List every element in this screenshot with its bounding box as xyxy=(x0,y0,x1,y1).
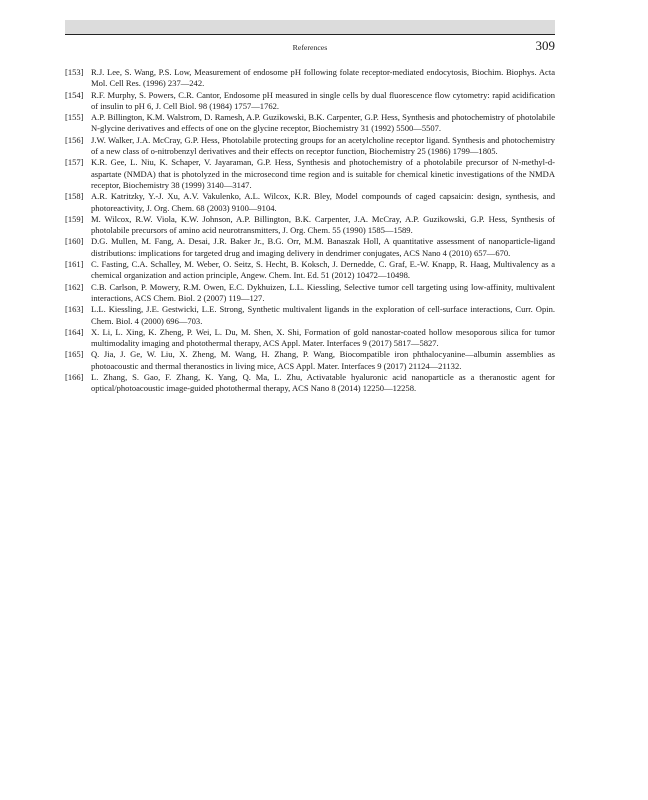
reference-entry xyxy=(65,349,555,372)
reference-text: A.R. Katritzky, Y.-J. Xu, A.V. Vakulenko, A.L. Wilcox, K.R. Bley, Model compounds of caged capsaicin: design, synthesis, and photoreactivity, J. Org. Chem. 68 (2003) 9100—9104. xyxy=(91,191,555,213)
reference-text: D.G. Mullen, M. Fang, A. Desai, J.R. Baker Jr., B.G. Orr, M.M. Banaszak Holl, A quantitative assessment of nanoparticle-ligand distributions: implications for targeted drug and imaging delivery in dendrimer conjugates, ACS Nano 4 (2010) 657—670. xyxy=(91,236,555,258)
reference-number: [154] xyxy=(65,89,84,100)
reference-number: [163] xyxy=(65,304,84,315)
reference-number: [159] xyxy=(65,213,84,224)
reference-entry xyxy=(65,327,555,350)
reference-entry xyxy=(65,90,555,113)
header-rule xyxy=(65,34,555,35)
reference-text: C.B. Carlson, P. Mowery, R.M. Owen, E.C. Dykhuizen, L.L. Kiessling, Selective tumor cell targeting using low-affinity, multivalent interactions, ACS Chem. Biol. 2 (2007) 119—127. xyxy=(91,281,555,303)
reference-text: J.W. Walker, J.A. McCray, G.P. Hess, Photolabile protecting groups for an acetylcholine receptor ligand. Synthesis and photochemistry of a new class of o-nitrobenzyl derivatives and their effects on receptor function, Biochemistry 25 (1986) 1799—1805. xyxy=(91,134,555,157)
reference-text: X. Li, L. Xing, K. Zheng, P. Wei, L. Du, M. Shen, X. Shi, Formation of gold nanostar-coated hollow mesoporous silica for tumor multimodality imaging and photothermal therapy, ACS Appl. Mater. Interfaces 9 (2017) 5817—5827. xyxy=(91,326,555,349)
reference-entry xyxy=(65,112,555,135)
reference-text: Q. Jia, J. Ge, W. Liu, X. Zheng, M. Wang, H. Zhang, P. Wang, Biocompatible iron phthalocyanine—albumin assemblies as photoacoustic and thermal theranostics in living mice, ACS Appl. Mater. Interfaces 9 (2017) 21124—21132. xyxy=(91,349,555,371)
reference-text: K.R. Gee, L. Niu, K. Schaper, V. Jayaraman, G.P. Hess, Synthesis and photochemistry of a photolabile precursor of N-methyl-d-aspartate (NMDA) that is photolyzed in the microsecond time region and is suitable for chemical kinetic investigations of the NMDA receptor, Biochemistry 38 (1999) 3140—3147. xyxy=(91,157,555,190)
reference-number: [155] xyxy=(65,112,84,123)
reference-number: [160] xyxy=(65,236,84,247)
reference-text: R.F. Murphy, S. Powers, C.R. Cantor, Endosome pH measured in single cells by dual fluorescence flow cytometry: rapid acidification of insulin to pH 6, J. Cell Biol. 98 (1984) 1757—1762. xyxy=(91,89,555,111)
reference-number: [164] xyxy=(65,326,84,337)
section-title: References xyxy=(292,43,328,52)
header-band xyxy=(65,20,555,34)
reference-text: A.P. Billington, K.M. Walstrom, D. Ramesh, A.P. Guzikowski, B.K. Carpenter, G.P. Hess, Synthesis and photochemistry of photolabile N-glycine derivatives and effects of one on the glycine receptor, Biochemistry 31 (1992) 5500—5507. xyxy=(91,112,555,134)
reference-text: R.J. Lee, S. Wang, P.S. Low, Measurement of endosome pH following folate receptor-mediated endocytosis, Biochim. Biophys. Acta Mol. Cell Res. (1996) 237—242. xyxy=(91,67,555,89)
reference-number: [157] xyxy=(65,157,84,168)
reference-text: M. Wilcox, R.W. Viola, K.W. Johnson, A.P. Billington, B.K. Carpenter, J.A. McCray, A.P. Guzikowski, G.P. Hess, Synthesis of photolabile precursors of amino acid neurotransmitters, J. Org. Chem. 55 (1990) 1585—1589. xyxy=(91,213,555,236)
reference-text: L. Zhang, S. Gao, F. Zhang, K. Yang, Q. Ma, L. Zhu, Activatable hyaluronic acid nanoparticle as a theranostic agent for optical/photoacoustic image-guided photothermal therapy, ACS Nano 8 (2014) 12250—12258. xyxy=(91,372,555,394)
reference-entry xyxy=(65,214,555,237)
reference-number: [158] xyxy=(65,191,84,202)
reference-number: [165] xyxy=(65,349,84,360)
reference-entry xyxy=(65,259,555,282)
reference-entry xyxy=(65,282,555,305)
reference-text: L.L. Kiessling, J.E. Gestwicki, L.E. Strong, Synthetic multivalent ligands in the exploration of cell-surface interactions, Curr. Opin. Chem. Biol. 4 (2000) 696—703. xyxy=(91,304,555,326)
reference-entry xyxy=(65,372,555,395)
reference-number: [161] xyxy=(65,259,84,270)
page-number: 309 xyxy=(535,38,555,53)
reference-number: [153] xyxy=(65,67,84,77)
reference-entry xyxy=(65,191,555,214)
reference-entry xyxy=(65,236,555,259)
reference-list xyxy=(65,67,555,395)
reference-entry xyxy=(65,157,555,191)
reference-entry xyxy=(65,67,555,90)
reference-number: [166] xyxy=(65,372,84,383)
reference-entry xyxy=(65,135,555,158)
reference-number: [162] xyxy=(65,281,84,292)
reference-text: C. Fasting, C.A. Schalley, M. Weber, O. Seitz, S. Hecht, B. Koksch, J. Dernedde, C. Graf, E.-W. Knapp, R. Haag, Multivalency as a chemical organization and action principle, Angew. Chem. Int. Ed. 51 (2012) 10472—10498. xyxy=(91,259,555,281)
reference-entry xyxy=(65,304,555,327)
running-head xyxy=(65,38,555,55)
reference-number: [156] xyxy=(65,134,84,145)
